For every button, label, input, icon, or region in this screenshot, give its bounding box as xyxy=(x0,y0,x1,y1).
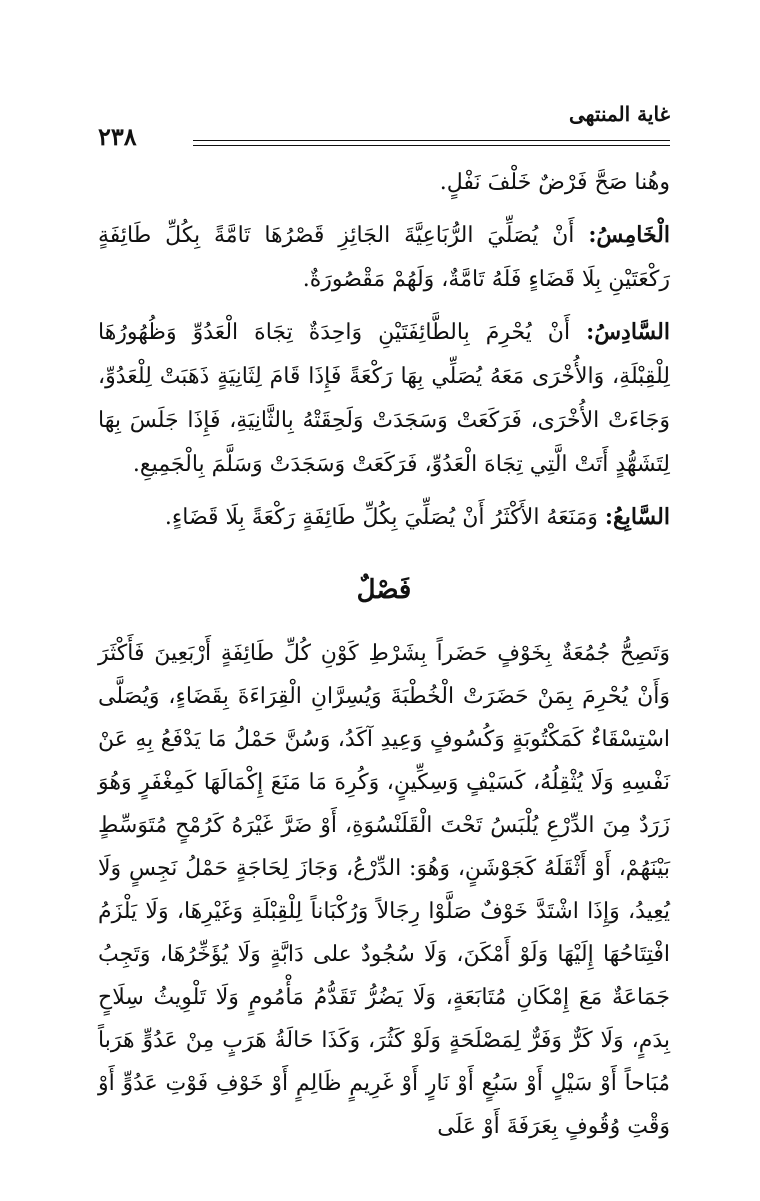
paragraph-text: أَنْ يُصَلِّيَ الرُّبَاعِيَّةَ الجَائِزِ قَصْرُهَا تَامَّةً بِكُلِّ طَائِفَةٍ رَكْعَتَيْنِ بِلَا قَضَاءٍ فَلَهُ تَامَّةٌ، وَلَهُمْ مَقْصُورَةٌ. xyxy=(98,223,670,292)
paragraph-text: وَمَنَعَهُ الأَكْثَرُ أَنْ يُصَلِّيَ بِكُلِّ طَائِفَةٍ رَكْعَةً بِلَا قَضَاءٍ. xyxy=(164,505,605,530)
page-number: ٢٣٨ xyxy=(98,122,137,151)
book-title: غاية المنتهى xyxy=(569,102,670,126)
header-rule-thick xyxy=(193,140,670,141)
section-body xyxy=(98,632,670,1148)
paragraph-lead: السَّادِسُ: xyxy=(586,319,670,345)
paragraph-seventh xyxy=(98,495,670,540)
paragraph-text: وهُنا صَحَّ فَرْضٌ خَلْفَ نَفْلٍ. xyxy=(439,170,670,195)
paragraph-text: أَنْ يُحْرِمَ بِالطَّائِفَتَيْنِ وَاحِدَةٌ تِجَاهَ الْعَدُوِّ وَظُهُورُهَا لِلْقِبْلَةِ، وَالأُخْرَى مَعَهُ يُصَلِّي بِهَا رَكْعَةً فَإِذَا قَامَ لِثَانِيَةٍ ذَهَبَتْ لِلْعَدُوِّ، وَجَاءَتْ الأُخْرَى، فَرَكَعَتْ وَسَجَدَتْ وَلَحِقَتْهُ بِالثَّانِيَةِ، فَإِذَا جَلَسَ بِهَا لِتَشَهُّدٍ أَتَتْ الَّتِي تِجَاهَ الْعَدُوِّ، فَرَكَعَتْ وَسَجَدَتْ وَسَلَّمَ بِالْجَمِيعِ. xyxy=(98,320,670,477)
paragraph-intro xyxy=(98,160,670,205)
section-heading: فَصْلٌ xyxy=(356,575,412,605)
page-header xyxy=(98,100,670,150)
section-paragraph: وَتَصِحُّ جُمُعَةٌ بِخَوْفٍ حَضَراً بِشَرْطِ كَوْنِ كُلِّ طَائِفَةٍ أَرْبَعِينَ فَأَكْثَرَ وَأَنْ يُحْرِمَ بِمَنْ حَضَرَتْ الْخُطْبَةَ وَيُسِرَّانِ الْقِرَاءَةَ بِقَضَاءٍ، وَيُصَلَّى اسْتِسْقَاءٌ كَمَكْتُوبَةٍ وَكُسُوفٍ وَعِيدِ آكَدُ، وَسُنَّ حَمْلُ مَا يَدْفَعُ بِهِ عَنْ نَفْسِهِ وَلَا يُثْقِلُهُ، كَسَيْفٍ وَسِكِّينٍ، وَكُرِهَ مَا مَنَعَ إِكْمَالَهَا كَمِغْفَرٍ وَهُوَ زَرَدٌ مِنَ الدِّرْعِ يُلْبَسُ تَحْتَ الْقَلَنْسُوَةِ، أَوْ ضَرَّ غَيْرَهُ كَرُمْحٍ مُتَوَسِّطٍ بَيْنَهُمْ، أَوْ أَثْقَلَهُ كَجَوْشَنٍ، وَهُوَ: الدِّرْعُ، وَجَازَ لِحَاجَةٍ حَمْلُ نَجِسٍ وَلَا يُعِيدُ، وَإِذَا اشْتَدَّ خَوْفٌ صَلَّوْا رِجَالاً وَرُكْبَاناً لِلْقِبْلَةِ وَغَيْرِهَا، وَلَا يَلْزَمُ افْتِتَاحُهَا إِلَيْهَا وَلَوْ أَمْكَنَ، وَلَا سُجُودٌ على دَابَّةٍ وَلَا يُؤَخِّرُهَا، وَتَجِبُ جَمَاعَةٌ مَعَ إِمْكَانِ مُتَابَعَةٍ، وَلَا يَضُرُّ تَقَدُّمُ مَأْمُومٍ وَلَا تَلْوِيثُ سِلَاحٍ بِدَمٍ، وَلَا كَرٌّ وَفَرٌّ لِمَصْلَحَةٍ وَلَوْ كَثُرَ، وَكَذَا حَالَةُ هَرَبٍ مِنْ عَدُوٍّ هَرَباً مُبَاحاً أَوْ سَيْلٍ أَوْ سَبُعٍ أَوْ نَارٍ أَوْ غَرِيمٍ ظَالِمٍ أَوْ خَوْفِ فَوْتِ عَدُوٍّ أَوْ وَقْتِ وُقُوفٍ بِعَرَفَةَ أَوْ عَلَى xyxy=(98,641,671,1139)
page-body xyxy=(98,160,670,1156)
paragraph-lead: السَّابِعُ: xyxy=(604,504,670,530)
paragraph-sixth xyxy=(98,310,670,487)
paragraph-fifth xyxy=(98,213,670,302)
header-rule-thin xyxy=(193,145,670,146)
paragraph-lead: الْخَامِسُ: xyxy=(588,222,670,248)
